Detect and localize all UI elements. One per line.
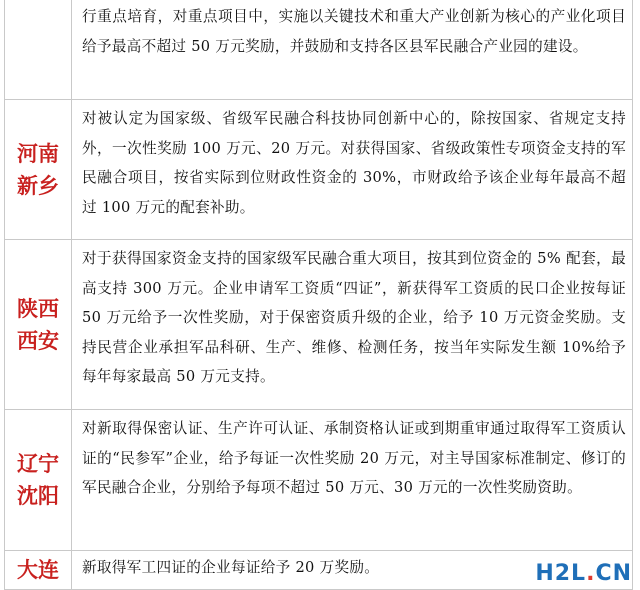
site-watermark-logo [535,561,632,586]
region-label-line: 河南 [17,141,59,166]
region-label-line: 辽宁 [17,452,59,476]
row-text: 新取得军工四证的企业每证给予 20 万奖励。 [72,550,633,590]
table-row [0,239,633,410]
table-row [0,0,633,100]
region-label-line: 新乡 [17,173,59,198]
region-label [4,550,72,590]
region-label-line: 陕西 [17,296,59,321]
row-text: 对于获得国家资金支持的国家级军民融合重大项目，按其到位资金的 5% 配套，最高支持 300 万元。企业申请军工资质“四证”，新获得军工资质的民口企业按每证 50 万元给予一次性奖励，对于保密资质升级的企业，给予 10 万元资金奖励。支持民营企业承担军品科研、生产、维修、检测任务，按当年实际发生额 10%给予每年每家最高 50 万元支持。 [72,239,633,410]
region-label-line: 西安 [17,328,59,353]
region-label [4,409,72,551]
row-text: 对新取得保密认证、生产许可认证、承制资格认证或到期重审通过取得军工资质认证的“民参军”企业，给予每证一次性奖励 20 万元，对主导国家标准制定、修订的军民融合企业，分别给予每项不超过 50 万元、30 万元的一次性奖励资助。 [72,409,633,551]
region-label [4,0,72,100]
region-label-line: 大连 [17,558,59,582]
table-row [0,409,633,551]
region-label [4,99,72,240]
row-text: 对被认定为国家级、省级军民融合科技协同创新中心的，除按国家、省规定支持外，一次性奖励 100 万元、20 万元。对获得国家、省级政策性专项资金支持的军民融合项目，按省实际到位财政性资金的 30%，市财政给予该企业每年最高不超过 100 万元的配套补助。 [72,99,633,240]
watermark-part: CN [595,561,632,586]
region-label-line: 沈阳 [17,484,59,508]
watermark-part: . [586,561,596,586]
watermark-part: H2L [535,561,587,586]
row-text: 行重点培育，对重点项目中，实施以关键技术和重大产业创新为核心的产业化项目给予最高不超过 50 万元奖励，并鼓励和支持各区县军民融合产业园的建设。 [72,0,633,100]
table-row [0,99,633,240]
region-label [4,239,72,410]
